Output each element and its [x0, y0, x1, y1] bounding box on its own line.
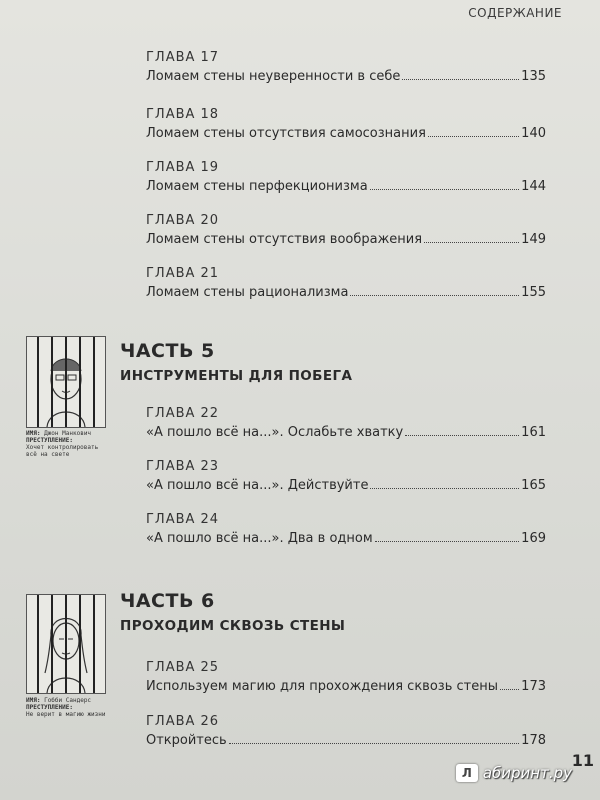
page-number: 165: [521, 478, 546, 493]
chapter-title: Ломаем стены перфекционизма: [146, 179, 368, 194]
dot-leader: [370, 189, 520, 190]
dot-leader: [229, 743, 519, 744]
dot-leader: [405, 435, 519, 436]
page-number: 140: [521, 126, 546, 141]
running-title: СОДЕРЖАНИЕ: [468, 6, 562, 20]
dot-leader: [370, 488, 519, 489]
chapter-number: ГЛАВА 23: [146, 459, 220, 474]
caption-name: Джон Манкович: [44, 430, 92, 437]
chapter-title: «А пошло всё на...». Действуйте: [146, 478, 369, 493]
toc-entry[interactable]: [146, 50, 546, 84]
caption-name-label: ИМЯ:: [26, 697, 41, 704]
watermark-text: абиринт.ру: [482, 764, 572, 782]
chapter-number: ГЛАВА 19: [146, 160, 220, 175]
dot-leader: [350, 295, 519, 296]
dot-leader: [402, 79, 519, 80]
chapter-number: ГЛАВА 26: [146, 714, 220, 729]
page-number: 169: [521, 531, 546, 546]
watermark: [456, 764, 572, 782]
toc-entry[interactable]: [146, 213, 546, 247]
part-subtitle: ИНСТРУМЕНТЫ ДЛЯ ПОБЕГА: [120, 368, 353, 384]
page-number: 135: [521, 69, 546, 84]
mugshot-drawing: [27, 595, 105, 693]
page-number: 173: [521, 679, 546, 694]
mugshot-caption: [26, 430, 108, 458]
chapter-title: Используем магию для прохождения сквозь стены: [146, 679, 498, 694]
chapter-title: «А пошло всё на...». Ослабьте хватку: [146, 425, 404, 440]
chapter-number: ГЛАВА 17: [146, 50, 220, 65]
page-number: 178: [521, 733, 546, 748]
caption-name-label: ИМЯ:: [26, 430, 41, 437]
dot-leader: [428, 136, 519, 137]
part-title: ЧАСТЬ 6: [120, 590, 215, 612]
dot-leader: [375, 541, 520, 542]
chapter-number: ГЛАВА 22: [146, 406, 220, 421]
mugshot-caption: [26, 697, 108, 718]
toc-entry[interactable]: [146, 660, 546, 694]
caption-name: Гобби Сандерс: [44, 697, 92, 704]
part-title: ЧАСТЬ 5: [120, 340, 215, 362]
prisoner-illustration: [26, 594, 106, 694]
caption-crime-label: ПРЕСТУПЛЕНИЕ:: [26, 437, 73, 444]
chapter-number: ГЛАВА 24: [146, 512, 220, 527]
chapter-title: Ломаем стены отсутствия самосознания: [146, 126, 426, 141]
page-folio: 11: [571, 751, 594, 770]
toc-entry[interactable]: [146, 406, 546, 440]
toc-entry[interactable]: [146, 512, 546, 546]
chapter-title: «А пошло всё на...». Два в одном: [146, 531, 373, 546]
prisoner-illustration: [26, 336, 106, 428]
page-number: 161: [521, 425, 546, 440]
chapter-number: ГЛАВА 20: [146, 213, 220, 228]
chapter-title: Откройтесь: [146, 733, 227, 748]
dot-leader: [424, 242, 519, 243]
chapter-title: Ломаем стены рационализма: [146, 285, 349, 300]
chapter-title: Ломаем стены неуверенности в себе: [146, 69, 401, 84]
caption-crime-label: ПРЕСТУПЛЕНИЕ:: [26, 704, 73, 711]
page-number: 144: [521, 179, 546, 194]
caption-crime: Не верит в магию жизни: [26, 711, 106, 718]
chapter-number: ГЛАВА 21: [146, 266, 220, 281]
page-number: 155: [521, 285, 546, 300]
part-heading: [120, 590, 345, 634]
caption-crime: Хочет контролировать всё на свете: [26, 444, 99, 458]
toc-entry[interactable]: [146, 459, 546, 493]
toc-entry[interactable]: [146, 714, 546, 748]
page-number: 149: [521, 232, 546, 247]
toc-entry[interactable]: [146, 160, 546, 194]
part-heading: [120, 340, 352, 384]
part-subtitle: ПРОХОДИМ СКВОЗЬ СТЕНЫ: [120, 618, 346, 634]
toc-entry[interactable]: [146, 266, 546, 300]
toc-entry[interactable]: [146, 107, 546, 141]
dot-leader: [500, 689, 519, 690]
chapter-number: ГЛАВА 25: [146, 660, 220, 675]
chapter-number: ГЛАВА 18: [146, 107, 220, 122]
labirint-logo-icon: Л: [456, 764, 478, 782]
chapter-title: Ломаем стены отсутствия воображения: [146, 232, 423, 247]
mugshot-drawing: [27, 337, 105, 427]
